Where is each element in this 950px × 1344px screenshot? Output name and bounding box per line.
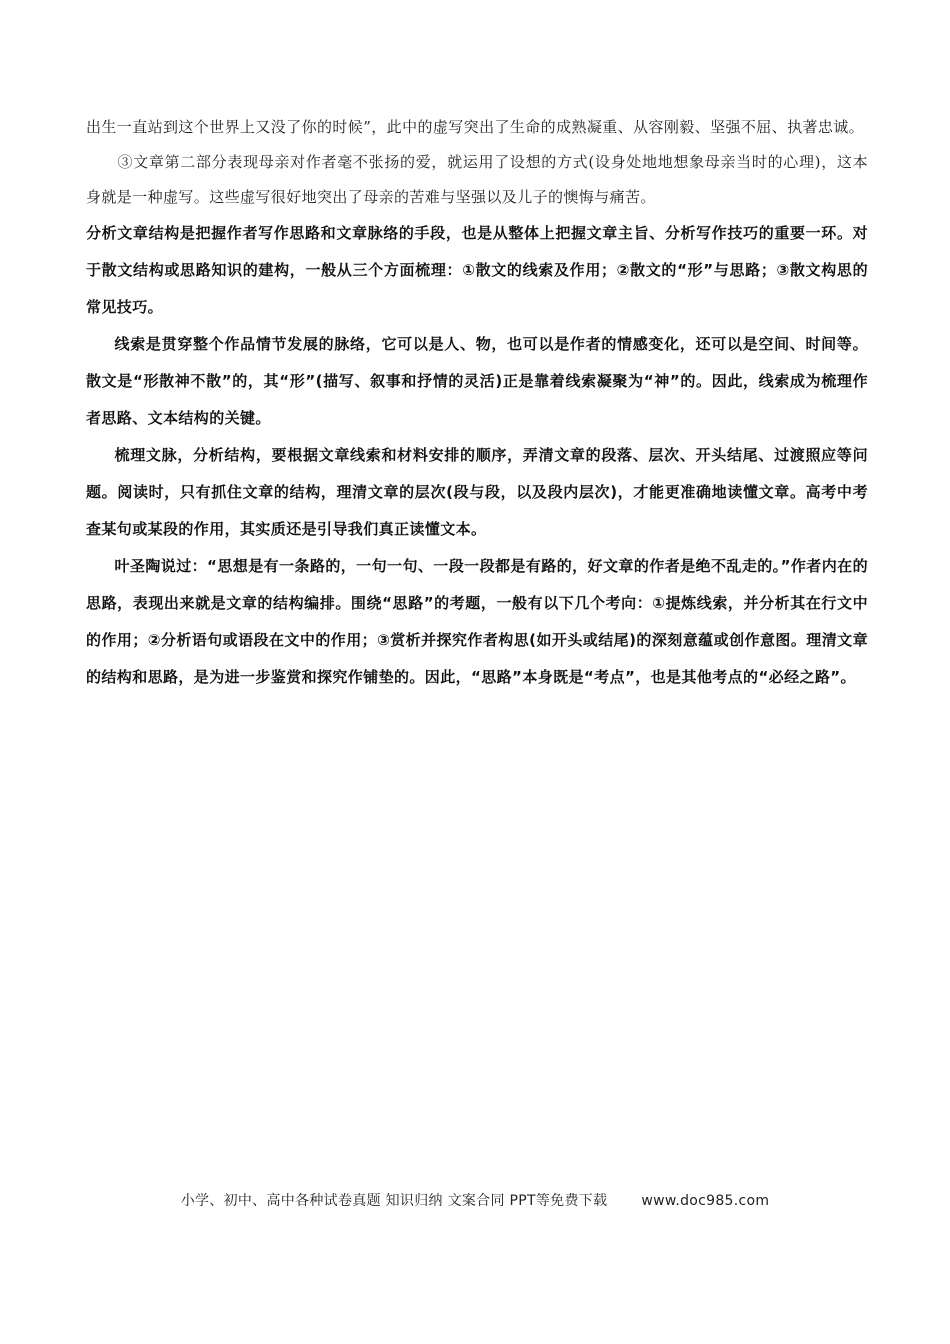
page-footer <box>0 1190 950 1210</box>
paragraph-structure-intro: 分析文章结构是把握作者写作思路和文章脉络的手段，也是从整体上把握文章主旨、分析写作技巧的重要一环。对于散文结构或思路知识的建构，一般从三个方面梳理：①散文的线索及作用；②散文的“形”与思路；③散文构思的常见技巧。 <box>86 224 868 316</box>
paragraph-continuation: 出生一直站到这个世界上又没了你的时候”，此中的虚写突出了生命的成熟凝重、从容刚毅、坚强不屈、执著忠诚。 <box>86 118 865 136</box>
paragraph-point-3: ③文章第二部分表现母亲对作者毫不张扬的爱，就运用了设想的方式(设身处地地想象母亲当时的心理)，这本身就是一种虚写。这些虚写很好地突出了母亲的苦难与坚强以及儿子的懊悔与痛苦。 <box>86 153 868 206</box>
paragraph-context: 梳理文脉，分析结构，要根据文章线索和材料安排的顺序，弄清文章的段落、层次、开头结尾、过渡照应等问题。阅读时，只有抓住文章的结构，理清文章的层次(段与段，以及段内层次)，才能更准确地读懂文章。高考中考查某句或某段的作用，其实质还是引导我们真正读懂文本。 <box>86 446 868 538</box>
document-body <box>86 110 868 696</box>
footer-site-link[interactable]: www.doc985.com <box>641 1193 770 1209</box>
paragraph-ye-shengtao: 叶圣陶说过：“思想是有一条路的，一句一句、一段一段都是有路的，好文章的作者是绝不乱走的。”作者内在的思路，表现出来就是文章的结构编排。围绕“思路”的考题，一般有以下几个考向：①提炼线索，并分析其在行文中的作用；②分析语句或语段在文中的作用；③赏析并探究作者构思(如开头或结尾)的深刻意蕴或创作意图。理清文章的结构和思路，是为进一步鉴赏和探究作铺垫的。因此，“思路”本身既是“考点”，也是其他考点的“必经之路”。 <box>86 557 868 686</box>
paragraph-clue: 线索是贯穿整个作品情节发展的脉络，它可以是人、物，也可以是作者的情感变化，还可以是空间、时间等。散文是“形散神不散”的，其“形”(描写、叙事和抒情的灵活)正是靠着线索凝聚为“神”的。因此，线索成为梳理作者思路、文本结构的关键。 <box>86 335 868 427</box>
footer-text: 小学、初中、高中各种试卷真题 知识归纳 文案合同 PPT等免费下载 <box>180 1193 608 1209</box>
